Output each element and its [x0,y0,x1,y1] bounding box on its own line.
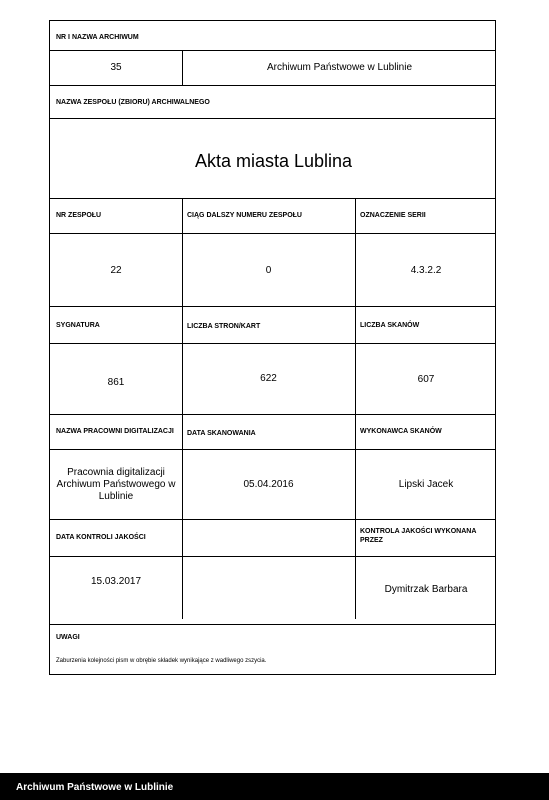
rule [355,198,356,619]
seria: 4.3.2.2 [410,265,442,276]
wykonal: Dymitrzak Barbara [384,584,468,595]
strony-label: LICZBA STRON/KART [187,323,261,330]
footer-text: Archiwum Państwowe w Lublinie [16,782,174,793]
sygnatura-label: SYGNATURA [56,322,100,329]
rule [50,198,495,199]
rule [50,449,495,450]
archive-name: Archiwum Państwowe w Lublinie [266,62,413,73]
archive-nr-label: NR I NAZWA ARCHIWUM [56,34,139,41]
pracownia: Pracownia digitalizacji Archiwum Państwowego w Lublinie [56,467,176,502]
rule [50,306,495,307]
data-skanowania: 05.04.2016 [243,479,294,490]
rule [50,556,495,557]
skany: 607 [417,374,435,385]
wykonawca-label: WYKONAWCA SKANÓW [360,428,442,435]
fonds-label: NAZWA ZESPOŁU (ZBIORU) ARCHIWALNEGO [56,99,210,106]
kontrola: 15.03.2017 [90,576,142,587]
pracownia-label: NAZWA PRACOWNI DIGITALIZACJI [56,428,174,435]
ciag: 0 [265,265,272,276]
wykonawca: Lipski Jacek [398,479,454,490]
nr-zespolu: 22 [110,265,122,276]
rule [182,198,183,619]
seria-label: OZNACZENIE SERII [360,212,426,219]
archive-nr: 35 [110,62,122,73]
sygnatura: 861 [107,377,125,388]
skany-label: LICZBA SKANÓW [360,322,420,329]
rule [50,50,495,51]
rule [50,624,495,625]
rule [50,519,495,520]
uwagi-text: Zaburzenia kolejności pism w obrębie składek wynikające z wadliwego zszycia. [56,658,267,664]
metadata-form [49,20,496,675]
rule [50,85,495,86]
nr-zespolu-label: NR ZESPOŁU [56,212,102,219]
rule [50,414,495,415]
kontrola-label: DATA KONTROLI JAKOŚCI [56,534,146,541]
data-skanowania-label: DATA SKANOWANIA [187,430,256,437]
ciag-label: CIĄG DALSZY NUMERU ZESPOŁU [187,212,302,219]
wykonal-label: KONTROLA JAKOŚCI WYKONANA PRZEZ [360,528,477,544]
uwagi-label: UWAGI [56,634,80,641]
rule [50,343,495,344]
strony: 622 [260,373,277,384]
rule [50,118,495,119]
rule [50,233,495,234]
footer-bar [0,773,549,800]
fonds-name: Akta miasta Lublina [194,151,353,171]
